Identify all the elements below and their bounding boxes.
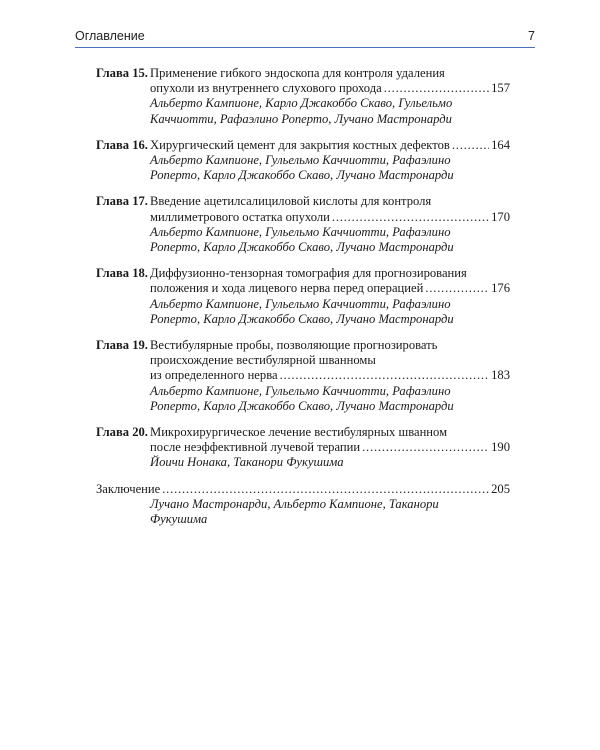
toc-leader-line	[150, 81, 510, 96]
toc-entry[interactable]	[96, 194, 510, 255]
toc-entry[interactable]	[96, 138, 510, 184]
chapter-authors: Альберто Кампионе, Гульельмо Каччиотти, Рафаэлино	[150, 153, 451, 168]
toc-entry-conclusion[interactable]	[96, 482, 510, 528]
toc-leader-line	[150, 281, 510, 296]
dot-leader	[384, 81, 489, 96]
dot-leader	[362, 440, 489, 455]
header-rule	[75, 47, 535, 48]
toc-entry-title: Вестибулярные пробы, позволяющие прогнозировать	[150, 338, 438, 353]
table-of-contents	[96, 66, 510, 537]
toc-entry-title: опухоли из внутреннего слухового прохода	[150, 81, 382, 96]
toc-entry-title: после неэффективной лучевой терапии	[150, 440, 361, 455]
toc-entry-title: Хирургический цемент для закрытия костных дефектов	[150, 137, 450, 152]
toc-entry[interactable]	[96, 66, 510, 127]
dot-leader	[332, 210, 489, 225]
toc-entry-title: Введение ацетилсалициловой кислоты для контроля	[150, 194, 432, 209]
toc-page-ref: 183	[491, 368, 510, 383]
chapter-label: Глава 15.	[96, 66, 148, 80]
chapter-label: Глава 16.	[96, 137, 148, 152]
toc-entry[interactable]	[96, 425, 510, 471]
chapter-authors: Роперто, Карло Джакоббо Скаво, Лучано Мастронарди	[150, 398, 454, 413]
chapter-authors: Альберто Кампионе, Гульельмо Каччиотти, Рафаэлино	[150, 296, 451, 311]
chapter-label: Глава 19.	[96, 338, 148, 353]
chapter-authors: Альберто Кампионе, Гульельмо Каччиотти, Рафаэлино	[150, 383, 451, 398]
chapter-authors: Каччиотти, Рафаэлино Роперто, Лучано Мастронарди	[150, 111, 452, 126]
toc-page-ref: 157	[491, 81, 510, 96]
chapter-authors: Роперто, Карло Джакоббо Скаво, Лучано Мастронарди	[150, 311, 454, 326]
toc-entry-title: положения и хода лицевого нерва перед операцией	[150, 281, 424, 296]
chapter-authors: Роперто, Карло Джакоббо Скаво, Лучано Мастронарди	[150, 240, 454, 255]
dot-leader	[425, 281, 489, 296]
toc-leader-line	[150, 368, 510, 383]
dot-leader	[280, 368, 490, 383]
chapter-label: Глава 18.	[96, 266, 148, 281]
toc-entry-title: Микрохирургическое лечение вестибулярных шванном	[150, 425, 448, 440]
toc-entry-title: происхождение вестибулярной шванномы	[150, 353, 376, 368]
toc-entry-title: миллиметрового остатка опухоли	[150, 209, 330, 224]
dot-leader	[162, 482, 489, 497]
toc-page-ref: 190	[491, 440, 510, 455]
toc-page-ref: 164	[491, 137, 510, 152]
chapter-authors: Роперто, Карло Джакоббо Скаво, Лучано Мастронарди	[150, 168, 454, 183]
toc-entry[interactable]	[96, 338, 510, 414]
toc-page-ref: 176	[491, 281, 510, 296]
page-number: 7	[528, 29, 535, 43]
chapter-label: Глава 20.	[96, 425, 148, 440]
chapter-authors: Альберто Кампионе, Гульельмо Каччиотти, Рафаэлино	[150, 224, 451, 239]
running-header	[75, 24, 535, 50]
chapter-authors: Фукушима	[150, 512, 208, 527]
chapter-label: Глава 17.	[96, 194, 148, 209]
chapter-authors: Альберто Кампионе, Карло Джакоббо Скаво, Гульельмо	[150, 96, 453, 111]
dot-leader	[452, 138, 489, 153]
toc-entry-title: из определенного нерва	[150, 368, 278, 383]
toc-page-ref: 170	[491, 209, 510, 224]
toc-leader-line	[150, 210, 510, 225]
chapter-authors: Йоичи Нонака, Таканори Фукушима	[150, 455, 344, 470]
toc-leader-line	[150, 138, 510, 153]
chapter-authors: Лучано Мастронарди, Альберто Кампионе, Таканори	[150, 496, 439, 511]
toc-entry-title: Применение гибкого эндоскопа для контроля удаления	[150, 66, 445, 80]
toc-entry[interactable]	[96, 266, 510, 327]
toc-entry-title: Диффузионно-тензорная томография для прогнозирования	[150, 266, 467, 281]
toc-leader-line	[150, 440, 510, 455]
toc-page-ref: 205	[491, 481, 510, 496]
header-title: Оглавление	[75, 29, 145, 43]
toc-entry-title: Заключение	[96, 481, 161, 496]
toc-leader-line	[96, 482, 510, 497]
